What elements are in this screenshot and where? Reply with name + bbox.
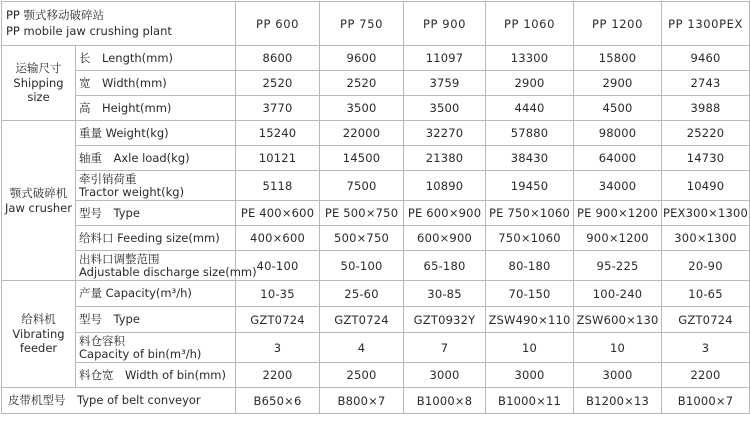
cell: PE 900×1200 [574, 201, 662, 226]
cell: 19450 [486, 171, 574, 201]
cell: 5118 [236, 171, 320, 201]
row-label-cn: 料仓容积 [79, 333, 125, 348]
row-label: 长 Length(mm) [76, 46, 236, 71]
cell: 3988 [662, 96, 750, 121]
cell: B800×7 [320, 388, 404, 414]
cell: 3770 [236, 96, 320, 121]
cell: 32270 [404, 121, 486, 146]
row-label: 型号 Type [76, 201, 236, 226]
cell: B1000×11 [486, 388, 574, 414]
row-label: 给料口 Feeding size(mm) [76, 226, 236, 251]
row-label [76, 251, 257, 281]
group-shipping-size [2, 46, 76, 121]
group-label-cn: 颚式破碎机 [9, 186, 68, 201]
cell: 3 [236, 333, 320, 363]
cell: GZT0724 [236, 307, 320, 333]
cell: 80-180 [486, 251, 574, 281]
table-row [2, 363, 750, 388]
cell: 10 [574, 333, 662, 363]
cell: 20-90 [662, 251, 750, 281]
cell: ZSW600×130 [574, 307, 662, 333]
table-row [2, 388, 750, 414]
row-label-en: Adjustable discharge size(mm) [79, 264, 257, 279]
table-row [2, 201, 750, 226]
cell: GZT0724 [320, 307, 404, 333]
cell: 3500 [320, 96, 404, 121]
row-label: 宽 Width(mm) [76, 71, 236, 96]
cell: 2900 [486, 71, 574, 96]
model-header: PP 600 [236, 2, 320, 46]
table-row [2, 333, 750, 363]
cell: 8600 [236, 46, 320, 71]
cell: 4 [320, 333, 404, 363]
cell: 98000 [574, 121, 662, 146]
cell: 2200 [662, 363, 750, 388]
cell: 2500 [320, 363, 404, 388]
cell: 14500 [320, 146, 404, 171]
cell: 34000 [574, 171, 662, 201]
row-label: 重量 Weight(kg) [76, 121, 236, 146]
cell: 7500 [320, 171, 404, 201]
table-row [2, 71, 750, 96]
cell: 38430 [486, 146, 574, 171]
cell: 3500 [404, 96, 486, 121]
cell: 65-180 [404, 251, 486, 281]
cell: 15240 [236, 121, 320, 146]
cell: 21380 [404, 146, 486, 171]
table-row [2, 226, 750, 251]
group-label-en: Vibrating [12, 326, 65, 341]
cell: 900×1200 [574, 226, 662, 251]
cell: 10-65 [662, 281, 750, 307]
cell: 100-240 [574, 281, 662, 307]
header-row [2, 2, 750, 46]
table-row [2, 281, 750, 307]
cell: 4440 [486, 96, 574, 121]
cell: B650×6 [236, 388, 320, 414]
title-en: PP mobile jaw crushing plant [6, 23, 172, 38]
cell: 10890 [404, 171, 486, 201]
row-label: 产量 Capacity(m³/h) [76, 281, 236, 307]
group-vibrating-feeder [2, 281, 76, 388]
cell: 750×1060 [486, 226, 574, 251]
cell: 14730 [662, 146, 750, 171]
group-label-en: Shipping [13, 75, 64, 90]
cell: 3000 [486, 363, 574, 388]
cell: 95-225 [574, 251, 662, 281]
cell: 300×1300 [662, 226, 750, 251]
table-row [2, 251, 750, 281]
cell: 3000 [574, 363, 662, 388]
cell: 10 [486, 333, 574, 363]
cell: 13300 [486, 46, 574, 71]
belt-conveyor-label: 皮带机型号 Type of belt conveyor [2, 388, 236, 414]
table-row [2, 121, 750, 146]
group-label-cn: 运输尺寸 [15, 61, 62, 76]
cell: 7 [404, 333, 486, 363]
cell: PE 600×900 [404, 201, 486, 226]
group-label-en: feeder [19, 341, 58, 356]
row-label-en: Tractor weight(kg) [79, 184, 185, 199]
cell: PE 400×600 [236, 201, 320, 226]
cell: 3759 [404, 71, 486, 96]
cell: 50-100 [320, 251, 404, 281]
cell: 64000 [574, 146, 662, 171]
cell: 25220 [662, 121, 750, 146]
model-header: PP 750 [320, 2, 404, 46]
cell: 2520 [320, 71, 404, 96]
row-label: 轴重 Axle load(kg) [76, 146, 236, 171]
group-label-en: Jaw crusher [5, 200, 72, 215]
cell: 4500 [574, 96, 662, 121]
cell: GZT0724 [662, 307, 750, 333]
row-label-cn: 出料口调整范围 [79, 251, 160, 266]
table-row [2, 146, 750, 171]
cell: 30-85 [404, 281, 486, 307]
cell: 2743 [662, 71, 750, 96]
table-row [2, 307, 750, 333]
row-label-cn: 牵引销荷重 [79, 171, 137, 186]
table-title-cell [2, 2, 236, 46]
row-label [76, 171, 236, 201]
cell: B1000×7 [662, 388, 750, 414]
cell: 600×900 [404, 226, 486, 251]
cell: B1200×13 [574, 388, 662, 414]
model-header: PP 1200 [574, 2, 662, 46]
group-jaw-crusher [2, 121, 76, 281]
model-header: PP 1300PEX [662, 2, 750, 46]
cell: 2900 [574, 71, 662, 96]
row-label: 高 Height(mm) [76, 96, 236, 121]
cell: 10-35 [236, 281, 320, 307]
row-label: 型号 Type [76, 307, 236, 333]
table-row [2, 46, 750, 71]
cell: PE 750×1060 [486, 201, 574, 226]
cell: 25-60 [320, 281, 404, 307]
cell: 3000 [404, 363, 486, 388]
cell: 9460 [662, 46, 750, 71]
cell: 15800 [574, 46, 662, 71]
cell: B1000×8 [404, 388, 486, 414]
cell: 10121 [236, 146, 320, 171]
model-header: PP 1060 [486, 2, 574, 46]
cell: PE 500×750 [320, 201, 404, 226]
cell: 10490 [662, 171, 750, 201]
cell: 3 [662, 333, 750, 363]
cell: 500×750 [320, 226, 404, 251]
cell: 40-100 [236, 251, 320, 281]
cell: 400×600 [236, 226, 320, 251]
model-header: PP 900 [404, 2, 486, 46]
cell: PEX300×1300 [662, 201, 750, 226]
cell: 2200 [236, 363, 320, 388]
cell: 11097 [404, 46, 486, 71]
cell: GZT0932Y [404, 307, 486, 333]
cell: 9600 [320, 46, 404, 71]
cell: 22000 [320, 121, 404, 146]
row-label [76, 333, 236, 363]
table-row [2, 171, 750, 201]
cell: 57880 [486, 121, 574, 146]
cell: 70-150 [486, 281, 574, 307]
group-label-en: size [27, 90, 50, 105]
spec-table [1, 1, 750, 414]
table-row [2, 96, 750, 121]
cell: ZSW490×110 [486, 307, 574, 333]
title-cn: PP 颚式移动破碎站 [6, 7, 105, 22]
row-label: 料仓宽 Width of bin(mm) [76, 363, 236, 388]
row-label-en: Capacity of bin(m³/h) [79, 346, 202, 361]
cell: 2520 [236, 71, 320, 96]
group-label-cn: 给料机 [21, 312, 56, 327]
